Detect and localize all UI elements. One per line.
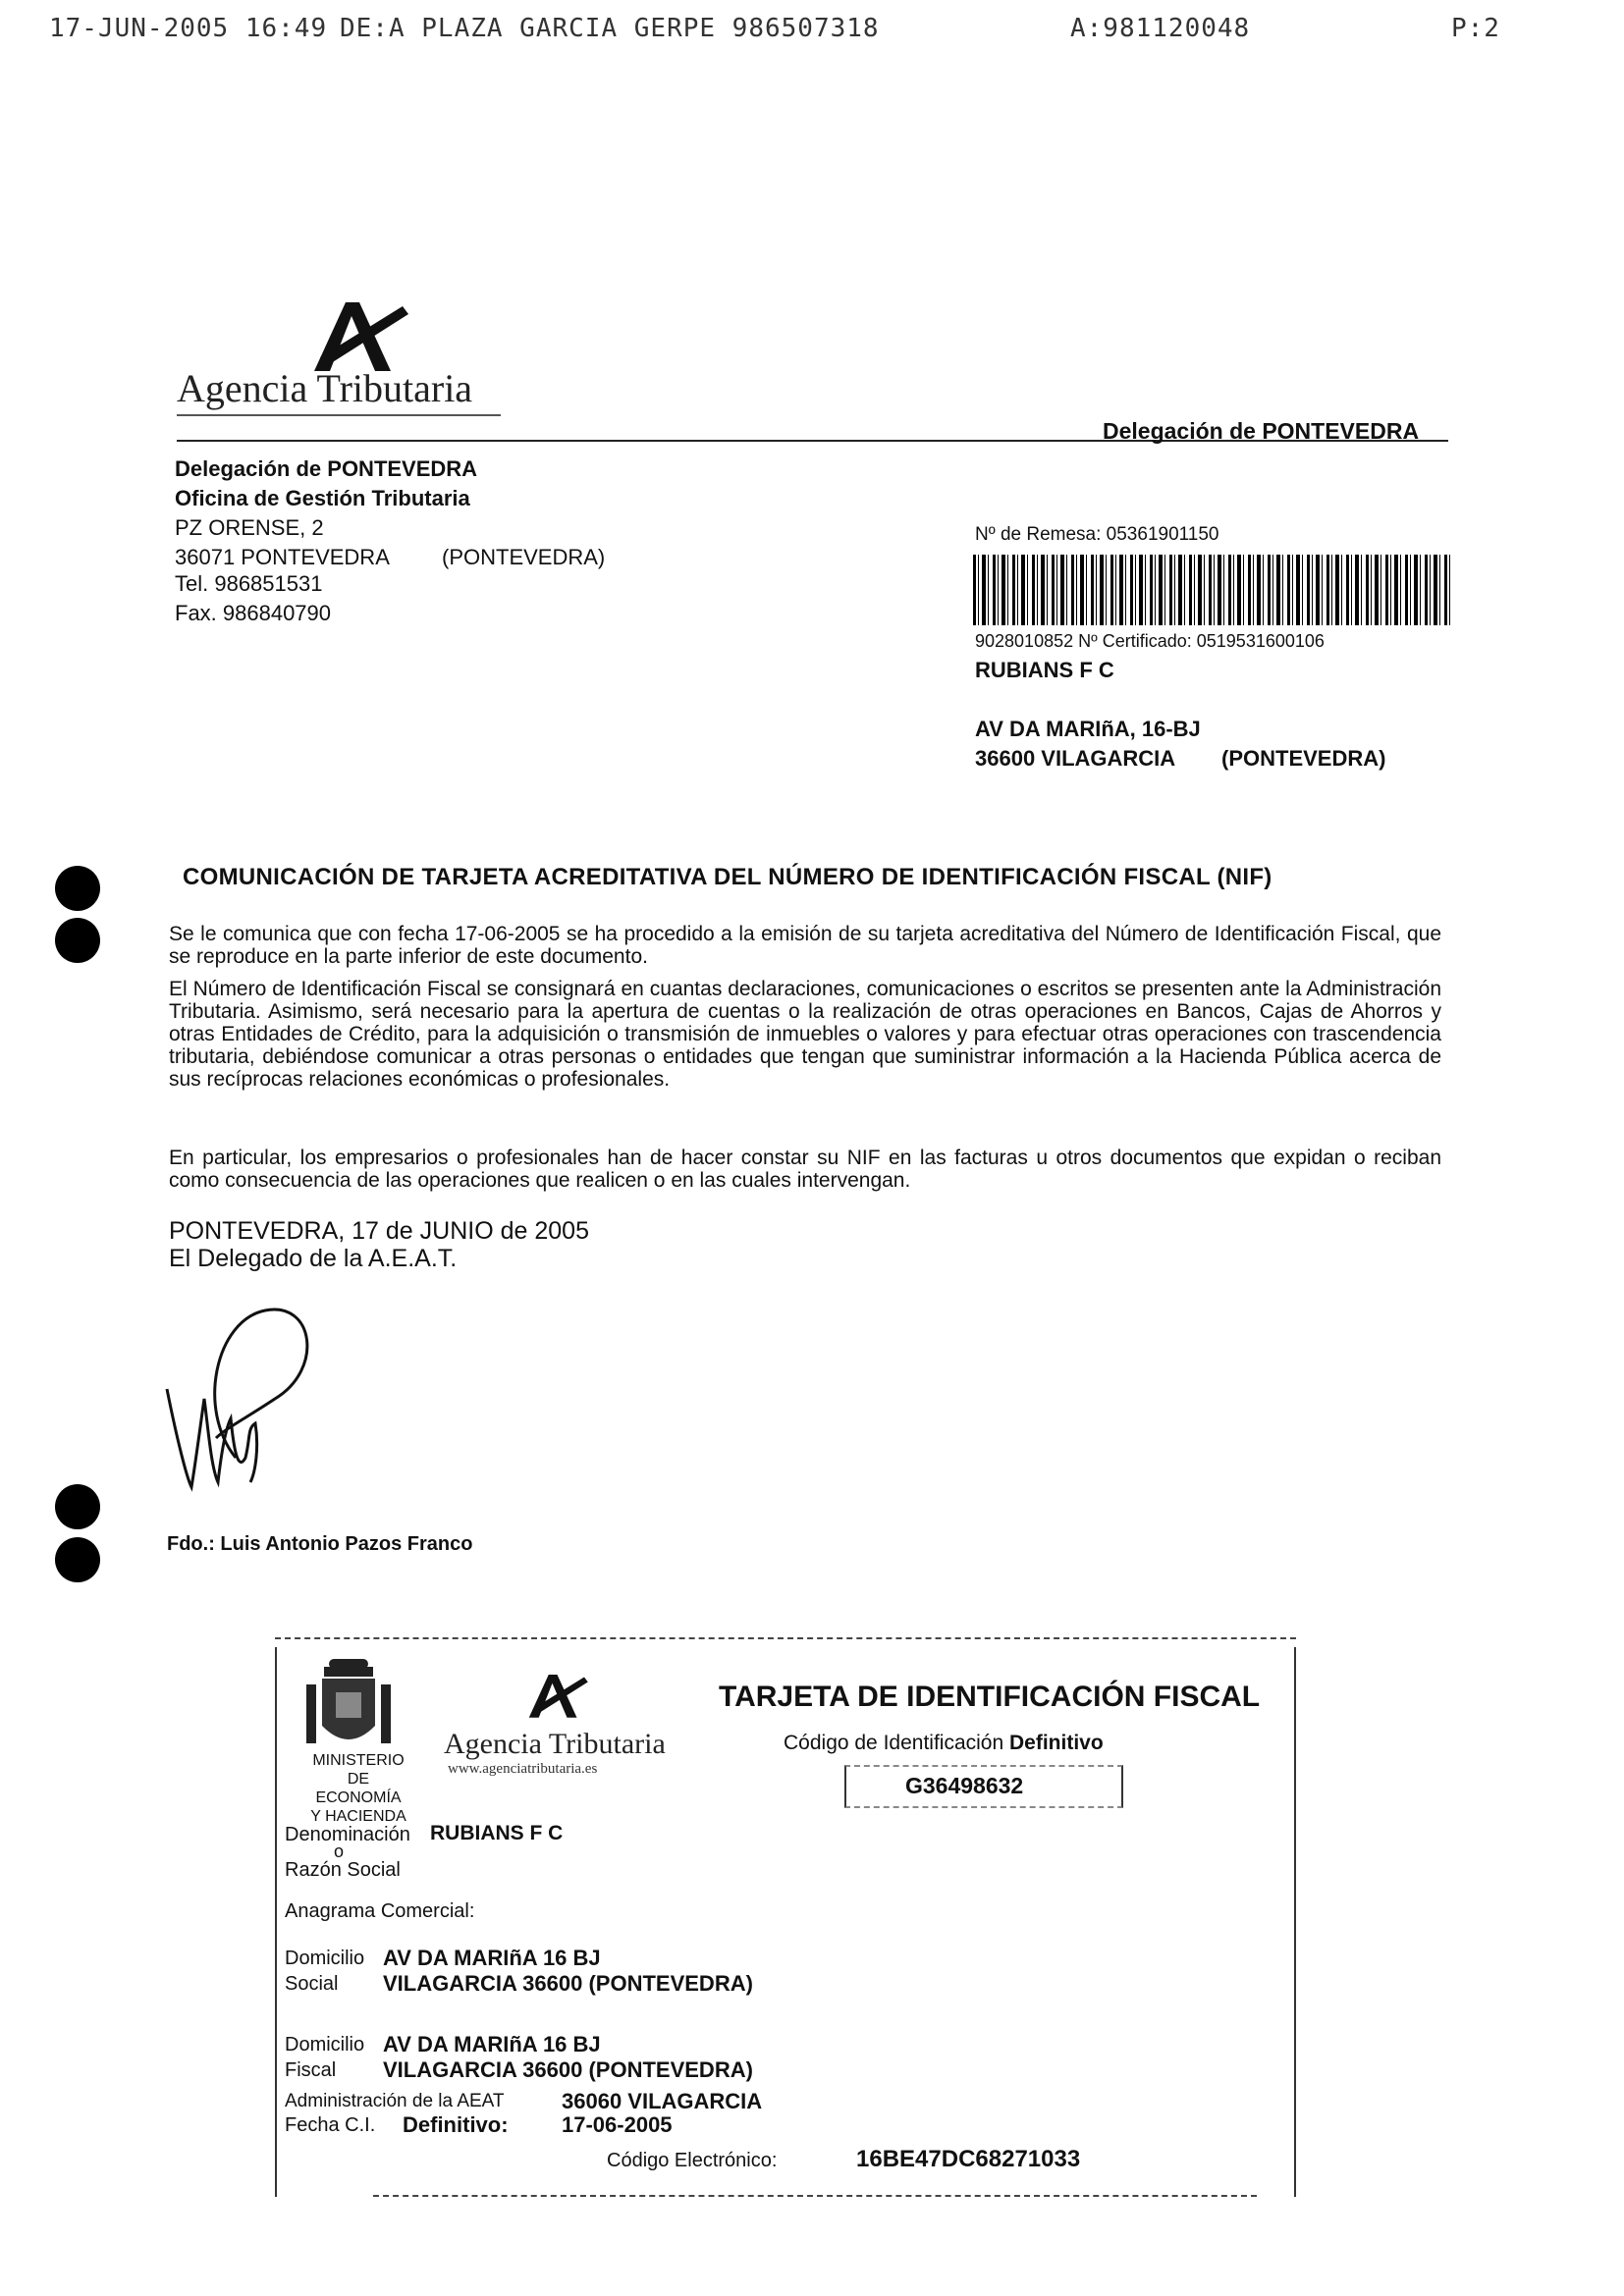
cert-line <box>975 631 1325 652</box>
punch-hole <box>55 866 100 911</box>
o-label: o <box>334 1842 345 1861</box>
denominacion-label: Denominación <box>285 1824 410 1845</box>
social-city: VILAGARCIA 36600 (PONTEVEDRA) <box>383 1971 753 1996</box>
card-aeat-logo-icon <box>511 1665 609 1724</box>
cert-value: 0519531600106 <box>1196 631 1325 651</box>
code-label <box>784 1732 1104 1755</box>
definitivo-label: Definitivo: <box>403 2112 509 2137</box>
sender-fax: Fax. 986840790 <box>175 601 332 625</box>
razon-social-label: Razón Social <box>285 1859 401 1881</box>
body-paragraph-1: Se le comunica que con fecha 17-06-2005 se ha procedido a la emisión de su tarjeta acreditativa del Número de Identificación Fiscal, que se reproduce en la parte inferior de este documento. <box>169 923 1441 968</box>
signed-by: Fdo.: Luis Antonio Pazos Franco <box>167 1533 473 1555</box>
nif-box <box>844 1765 1123 1808</box>
fiscal-address: AV DA MARIñA 16 BJ <box>383 2032 601 2056</box>
barcode <box>973 555 1451 625</box>
punch-hole <box>55 918 100 963</box>
recipient-province: (PONTEVEDRA) <box>1221 746 1386 771</box>
domicilio-social-label: Domicilio <box>285 1948 365 1969</box>
codigo-electronico-value: 16BE47DC68271033 <box>856 2146 1081 2172</box>
fiscal-city: VILAGARCIA 36600 (PONTEVEDRA) <box>383 2057 753 2082</box>
recipient-city: 36600 VILAGARCIA <box>975 746 1176 771</box>
punch-hole <box>55 1484 100 1529</box>
code-label-bold: Definitivo <box>1009 1732 1104 1754</box>
remesa-value: 05361901150 <box>1106 524 1219 545</box>
admin-label: Administración de la AEAT <box>285 2091 505 2111</box>
sender-address: PZ ORENSE, 2 <box>175 515 324 540</box>
document-title: COMUNICACIÓN DE TARJETA ACREDITATIVA DEL NÚMERO DE IDENTIFICACIÓN FISCAL (NIF) <box>183 864 1272 890</box>
denominacion-value: RUBIANS F C <box>430 1822 564 1844</box>
card-bottom-border <box>373 2195 1257 2198</box>
ministry-name <box>304 1751 412 1826</box>
coat-of-arms-icon <box>304 1657 393 1765</box>
fiscal-label: Fiscal <box>285 2059 337 2081</box>
card-title: TARJETA DE IDENTIFICACIÓN FISCAL <box>719 1681 1261 1713</box>
admin-value: 36060 VILAGARCIA <box>562 2089 763 2113</box>
card-left-border <box>275 1647 278 2197</box>
barcode-number: 9028010852 <box>975 631 1074 651</box>
social-address: AV DA MARIñA 16 BJ <box>383 1946 601 1970</box>
cert-label: Nº Certificado: <box>1078 631 1192 651</box>
ministry-line2: DE ECONOMÍA <box>315 1771 402 1806</box>
header-delegacion: Delegación de PONTEVEDRA <box>1103 418 1420 444</box>
ministry-line1: MINISTERIO <box>312 1752 405 1769</box>
fecha-label: Fecha C.I. <box>285 2114 376 2136</box>
code-label-prefix: Código de Identificación <box>784 1732 1009 1754</box>
fax-page: P:2 <box>1451 14 1500 43</box>
delegado-role: El Delegado de la A.E.A.T. <box>169 1245 458 1272</box>
sender-line1: Delegación de PONTEVEDRA <box>175 456 478 481</box>
nif-value: G36498632 <box>905 1773 1024 1798</box>
fax-datetime: 17-JUN-2005 16:49 <box>49 14 328 43</box>
ministry-line3: Y HACIENDA <box>310 1808 406 1825</box>
aeat-logo <box>177 294 520 422</box>
logo-text: Agencia Tributaria <box>177 366 473 410</box>
body-paragraph-2: El Número de Identificación Fiscal se consignará en cuantas declaraciones, comunicaciones o escritos se presenten ante la Administración Tributaria. Asimismo, será necesario para la apertura de cuentas o la realización de otras operaciones en Bancos, Cajas de Ahorros y otras Entidades de Crédito, para la adquisición o transmisión de inmuebles o valores y para efectuar otras operaciones con trascendencia tributaria, debiéndose comunicar a otras personas o entidades que tengan que suministrar información a la Hacienda Pública acerca de sus recíprocas relaciones económicas o profesionales. <box>169 978 1441 1091</box>
remesa-label: Nº de Remesa: <box>975 524 1102 545</box>
sender-province: (PONTEVEDRA) <box>442 545 606 569</box>
card-right-border <box>1294 1647 1297 2197</box>
nif-card <box>275 1637 1296 2197</box>
card-website: www.agenciatributaria.es <box>448 1761 598 1777</box>
recipient-address: AV DA MARIñA, 16-BJ <box>975 717 1201 741</box>
punch-hole <box>55 1537 100 1582</box>
domicilio-fiscal-label: Domicilio <box>285 2034 365 2056</box>
fax-to: A:981120048 <box>1070 14 1251 43</box>
sender-city: 36071 PONTEVEDRA <box>175 545 390 569</box>
card-agency-name: Agencia Tributaria <box>444 1728 666 1760</box>
signature-icon <box>157 1291 334 1497</box>
anagrama-label: Anagrama Comercial: <box>285 1900 475 1922</box>
fecha-value: 17-06-2005 <box>562 2112 673 2137</box>
sender-line2: Oficina de Gestión Tributaria <box>175 486 470 510</box>
body-paragraph-3: En particular, los empresarios o profesionales han de hacer constar su NIF en las facturas u otros documentos que expidan o reciban como consecuencia de las operaciones que realicen o en las cuales intervengan. <box>169 1147 1441 1192</box>
codigo-electronico-label: Código Electrónico: <box>607 2150 778 2171</box>
recipient-name: RUBIANS F C <box>975 658 1114 682</box>
logo-underline <box>177 414 501 416</box>
sender-tel: Tel. 986851531 <box>175 571 323 596</box>
social-label: Social <box>285 1973 339 1995</box>
card-top-border <box>275 1637 1296 1640</box>
remesa-line <box>975 524 1219 546</box>
place-date: PONTEVEDRA, 17 de JUNIO de 2005 <box>169 1217 589 1245</box>
aeat-logo-icon <box>285 294 442 373</box>
fax-from: DE:A PLAZA GARCIA GERPE 986507318 <box>340 14 880 43</box>
